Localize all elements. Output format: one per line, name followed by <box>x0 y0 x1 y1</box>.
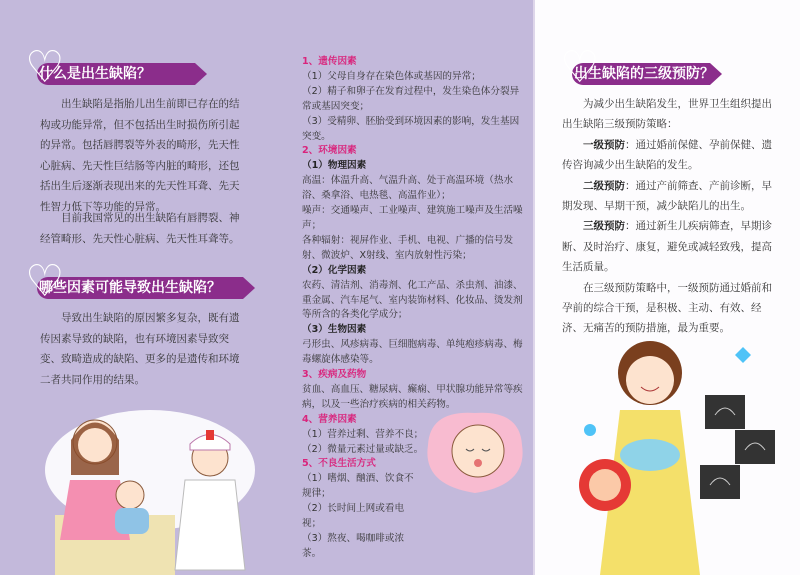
lifestyle-item-1: （1）嗜烟、酗酒、饮食不规律； <box>302 473 414 500</box>
secondary-text: ：通过产前筛查、产前诊断，早期发现、早期干预，减少缺陷儿的出生。 <box>562 179 772 213</box>
primary-text: ：通过婚前保健、孕前保健、遗传咨询减少出生缺陷的发生。 <box>562 138 772 172</box>
heat-text: 高温：体温升高、气温升高、处于高温环境（热水浴、桑拿浴、电热毯、高温作业）； <box>302 175 514 202</box>
lifestyle-item-2: （2）长时间上网或看电视； <box>302 503 405 530</box>
nutrition-item-2: （2）微量元素过量或缺乏。 <box>302 443 424 455</box>
physical-factors-label: （1）物理因素 <box>302 160 367 172</box>
pregnant-woman-illustration <box>565 335 790 575</box>
genetic-item-3: （3）受精卵、胚胎受到环境因素的影响，发生基因突变。 <box>302 115 520 142</box>
nutrition-item-1: （1）营养过剩、营养不良； <box>302 428 424 440</box>
section-lifestyle: 5、不良生活方式 <box>302 458 376 470</box>
heading-banner-1 <box>25 42 195 93</box>
radiation-text: 各种辐射：视屏作业、手机、电视、广播的信号发射、微波炉、X射线、室内放射性污染； <box>302 234 514 261</box>
noise-text: 噪声：交通噪声、工业噪声、建筑施工噪声及生活噪声； <box>302 205 523 231</box>
secondary-prevention <box>562 176 774 217</box>
heart-icon: ♡ <box>25 256 65 307</box>
prevention-column <box>562 94 774 339</box>
section-environment: 2、环境因素 <box>302 145 357 157</box>
disease-text: 贫血、高血压、糖尿病、癫痫、甲状腺功能异常等疾病，以及一些治疗疾病的相关药物。 <box>302 383 523 410</box>
heart-icon: ♡ <box>25 42 65 93</box>
prevention-closing: 在三级预防策略中，一级预防通过婚前和孕前的综合干预，是积极、主动、有效、经济、无痛苦的预防措施，最为重要。 <box>562 281 772 335</box>
lifestyle-item-3: （3）熬夜、喝咖啡或浓茶。 <box>302 533 405 559</box>
biological-factors-label: （3）生物因素 <box>302 324 367 336</box>
biological-text: 弓形虫、风疹病毒、巨细胞病毒、单纯疱疹病毒、梅毒螺旋体感染等。 <box>302 339 523 366</box>
primary-prevention <box>562 135 774 176</box>
tertiary-label: 三级预防 <box>583 220 625 233</box>
page-fold <box>533 0 535 575</box>
primary-label: 一级预防 <box>583 138 625 151</box>
section-genetic: 1、遗传因素 <box>302 56 357 67</box>
heading-banner-3 <box>560 42 714 93</box>
sleeping-baby-illustration <box>420 405 530 500</box>
genetic-item-2: （2）精子和卵子在发育过程中，发生染色体分裂异常或基因突变； <box>302 85 520 112</box>
common-defects-paragraph: 目前我国常见的出生缺陷有唇腭裂、神经管畸形、先天性心脏病、先天性耳聋等。 <box>40 212 240 245</box>
causes-paragraph: 导致出生缺陷的原因繁多复杂，既有遗传因素导致的缺陷，也有环境因素导致突变、致畸造成的缺陷、更多的是遗传和环境二者共同作用的结果。 <box>40 312 240 386</box>
heading-causes: 哪些因素可能导致出生缺陷？ <box>39 280 221 296</box>
definition-paragraph: 出生缺陷是指胎儿出生前即已存在的结构或功能异常，但不包括出生时损伤所引起的异常。包括唇腭裂等外表的畸形，先天性心脏病、先天性巨结肠等内脏的畸形，还包括出生后逐渐表现出来的先天性耳聋、先天性智力低下等功能的异常。 <box>40 98 240 213</box>
section-nutrition: 4、营养因素 <box>302 413 357 425</box>
secondary-label: 二级预防 <box>583 179 625 192</box>
heading-what-is-birth-defect: 什么是出生缺陷？ <box>39 66 151 82</box>
heading-banner-2 <box>25 256 243 307</box>
section-disease-drugs: 3、疾病及药物 <box>302 369 367 381</box>
chemical-text: 农药、清洁剂、消毒剂、化工产品、杀虫剂、油漆、重金属、汽车尾气、室内装饰材料、化妆品、烫发剂等所含的各类化学成分； <box>302 279 523 321</box>
heading-prevention: 出生缺陷的三级预防？ <box>574 66 714 82</box>
chemical-factors-label: （2）化学因素 <box>302 264 367 276</box>
heart-icon: ♡ <box>560 42 600 93</box>
tertiary-text: ：通过新生儿疾病筛查，早期诊断、及时治疗、康复，避免或减轻致残，提高生活质量。 <box>562 220 772 274</box>
flower-icon <box>584 424 596 436</box>
nurse-mother-baby-illustration <box>35 400 260 575</box>
tertiary-prevention <box>562 216 774 277</box>
butterfly-icon <box>735 347 751 363</box>
prevention-intro: 为减少出生缺陷发生，世界卫生组织提出出生缺陷三级预防策略： <box>562 98 772 131</box>
genetic-item-1: （1）父母自身存在染色体或基因的异常； <box>302 70 481 82</box>
